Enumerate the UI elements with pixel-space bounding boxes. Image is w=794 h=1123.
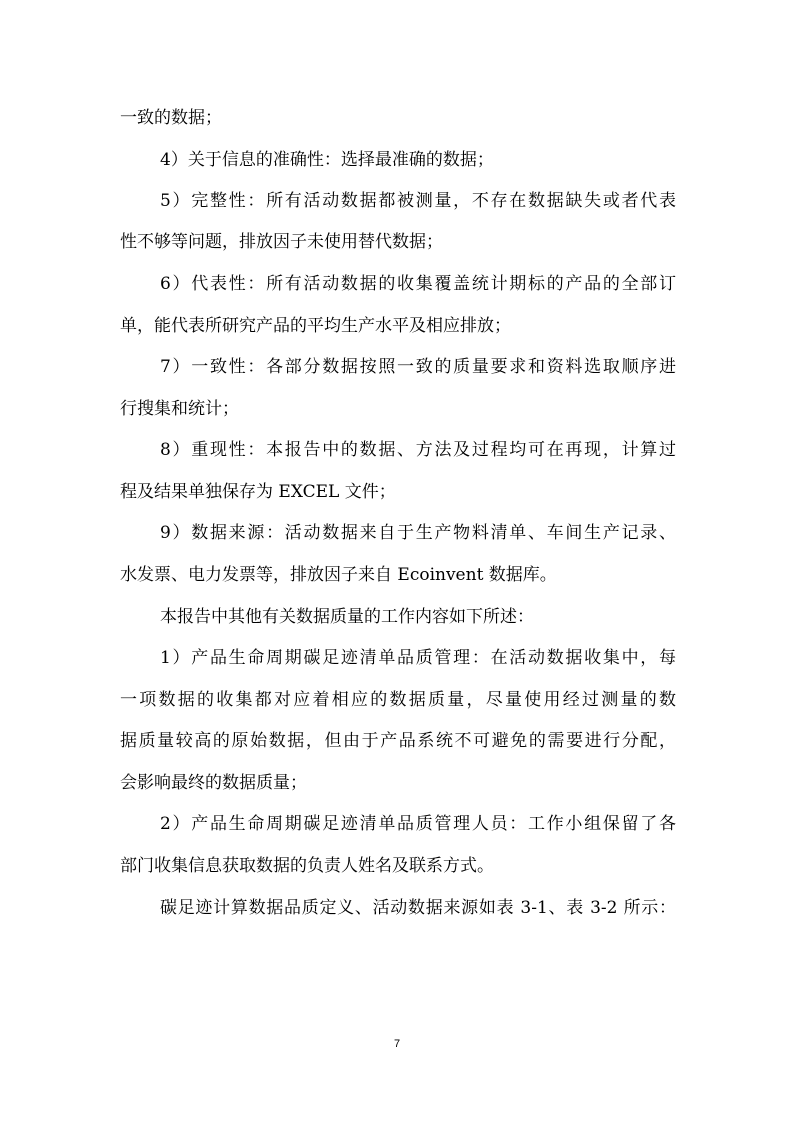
- text-line: 8）重现性：本报告中的数据、方法及过程均可在再现，计算过: [160, 440, 676, 460]
- text-line: 碳足迹计算数据品质定义、活动数据来源如表 3-1、表 3-2 所示：: [160, 898, 676, 918]
- text-line: 水发票、电力发票等，排放因子来自 Ecoinvent 数据库。: [120, 565, 557, 585]
- page-number: 7: [393, 1038, 401, 1050]
- text-line: 据质量较高的原始数据，但由于产品系统不可避免的需要进行分配，: [120, 731, 676, 751]
- text-line: 5）完整性：所有活动数据都被测量，不存在数据缺失或者代表: [160, 191, 676, 211]
- text-line: 性不够等问题，排放因子未使用替代数据；: [120, 232, 443, 252]
- text-line: 本报告中其他有关数据质量的工作内容如下所述：: [160, 607, 534, 627]
- text-line: 行搜集和统计；: [120, 399, 239, 419]
- text-line: 单，能代表所研究产品的平均生产水平及相应排放；: [120, 316, 511, 336]
- text-line: 一致的数据；: [120, 108, 222, 128]
- text-line: 部门收集信息获取数据的负责人姓名及联系方式。: [120, 856, 494, 876]
- text-line: 6）代表性：所有活动数据的收集覆盖统计期标的产品的全部订: [160, 274, 676, 294]
- text-line: 一项数据的收集都对应着相应的数据质量，尽量使用经过测量的数: [120, 690, 676, 710]
- text-line: 9）数据来源：活动数据来自于生产物料清单、车间生产记录、: [160, 523, 676, 543]
- text-line: 7）一致性：各部分数据按照一致的质量要求和资料选取顺序进: [160, 357, 676, 377]
- text-line: 4）关于信息的准确性：选择最准确的数据；: [160, 150, 494, 170]
- text-line: 2）产品生命周期碳足迹清单品质管理人员：工作小组保留了各: [160, 814, 676, 834]
- text-line: 1）产品生命周期碳足迹清单品质管理：在活动数据收集中，每: [160, 648, 676, 668]
- text-line: 程及结果单独保存为 EXCEL 文件；: [120, 482, 396, 502]
- text-line: 会影响最终的数据质量；: [120, 773, 307, 793]
